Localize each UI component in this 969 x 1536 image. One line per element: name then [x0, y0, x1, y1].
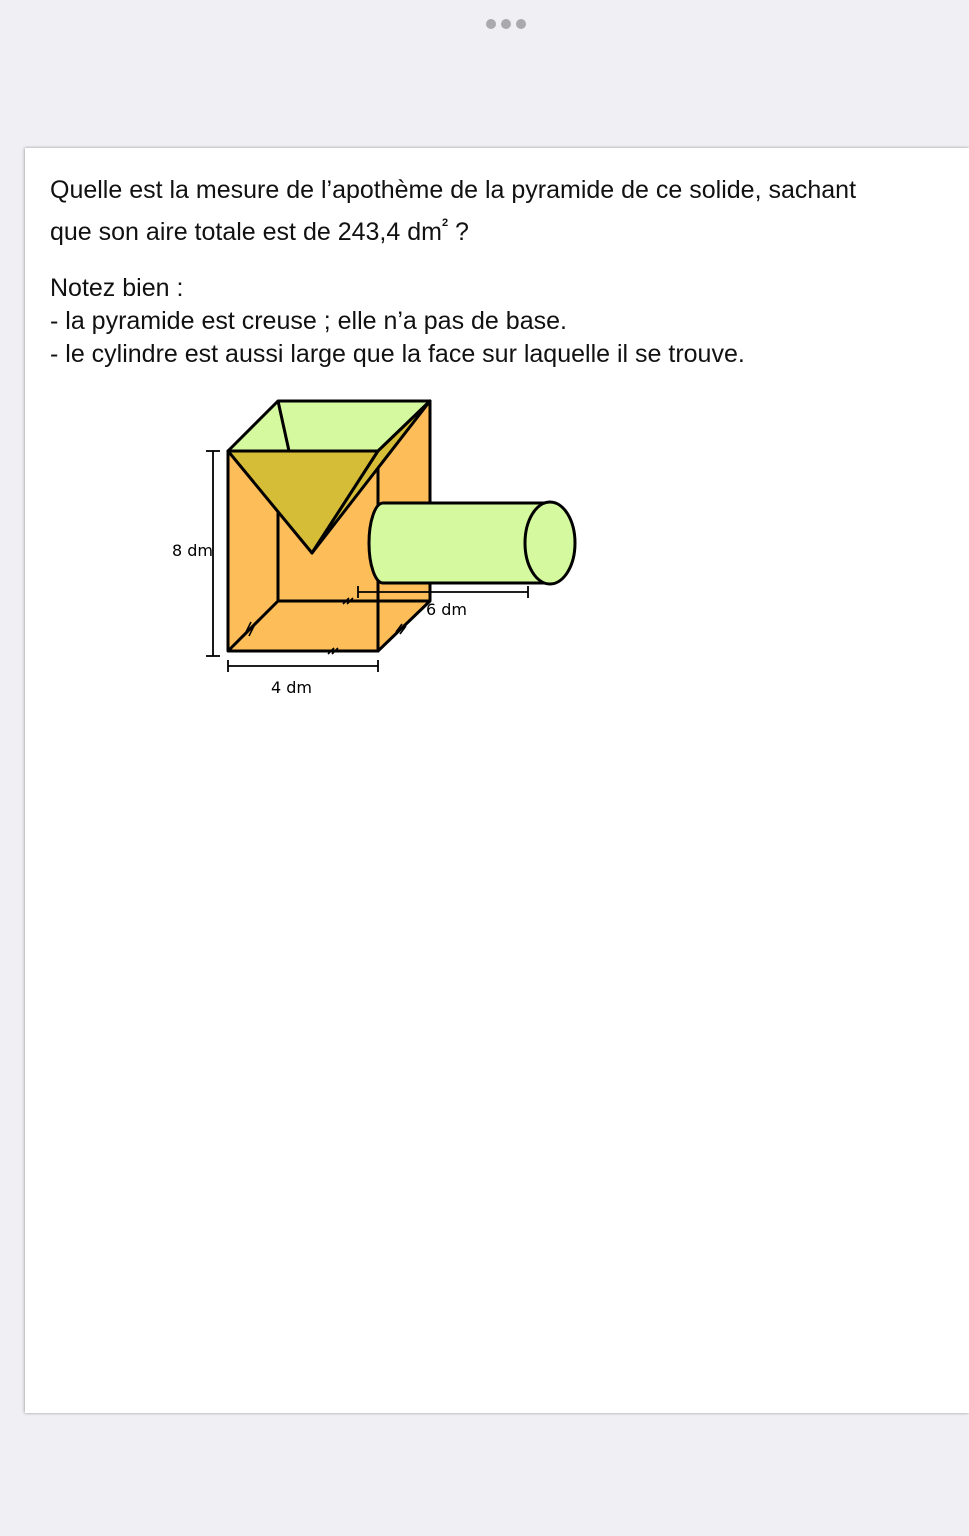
cylinder-label: 6 dm — [426, 600, 468, 619]
note-1: - la pyramide est creuse ; elle n’a pas de base. — [50, 307, 567, 335]
document-page — [25, 148, 969, 1413]
cylinder-end — [525, 502, 575, 584]
top-bar — [0, 0, 969, 60]
dot-1 — [486, 19, 496, 29]
height-label: 8 dm — [172, 541, 214, 560]
question-line-2-text: que son aire totale est de 243,4 dm — [50, 218, 442, 246]
width-label: 4 dm — [271, 678, 313, 697]
question-line-2-end: ? — [448, 218, 469, 246]
note-2: - le cylindre est aussi large que la face sur laquelle il se trouve. — [50, 340, 745, 368]
dot-2 — [501, 19, 511, 29]
width-dimension — [228, 660, 378, 672]
ellipsis-icon[interactable] — [486, 19, 526, 29]
cylinder-body — [369, 503, 550, 583]
question-line-1: Quelle est la mesure de l’apothème de la pyramide de ce solide, sachant — [50, 176, 857, 204]
dot-3 — [516, 19, 526, 29]
unit-exponent: 2 — [441, 217, 449, 229]
notes-title: Notez bien : — [50, 274, 184, 302]
question-line-2 — [50, 207, 469, 249]
solid-figure — [165, 393, 585, 703]
